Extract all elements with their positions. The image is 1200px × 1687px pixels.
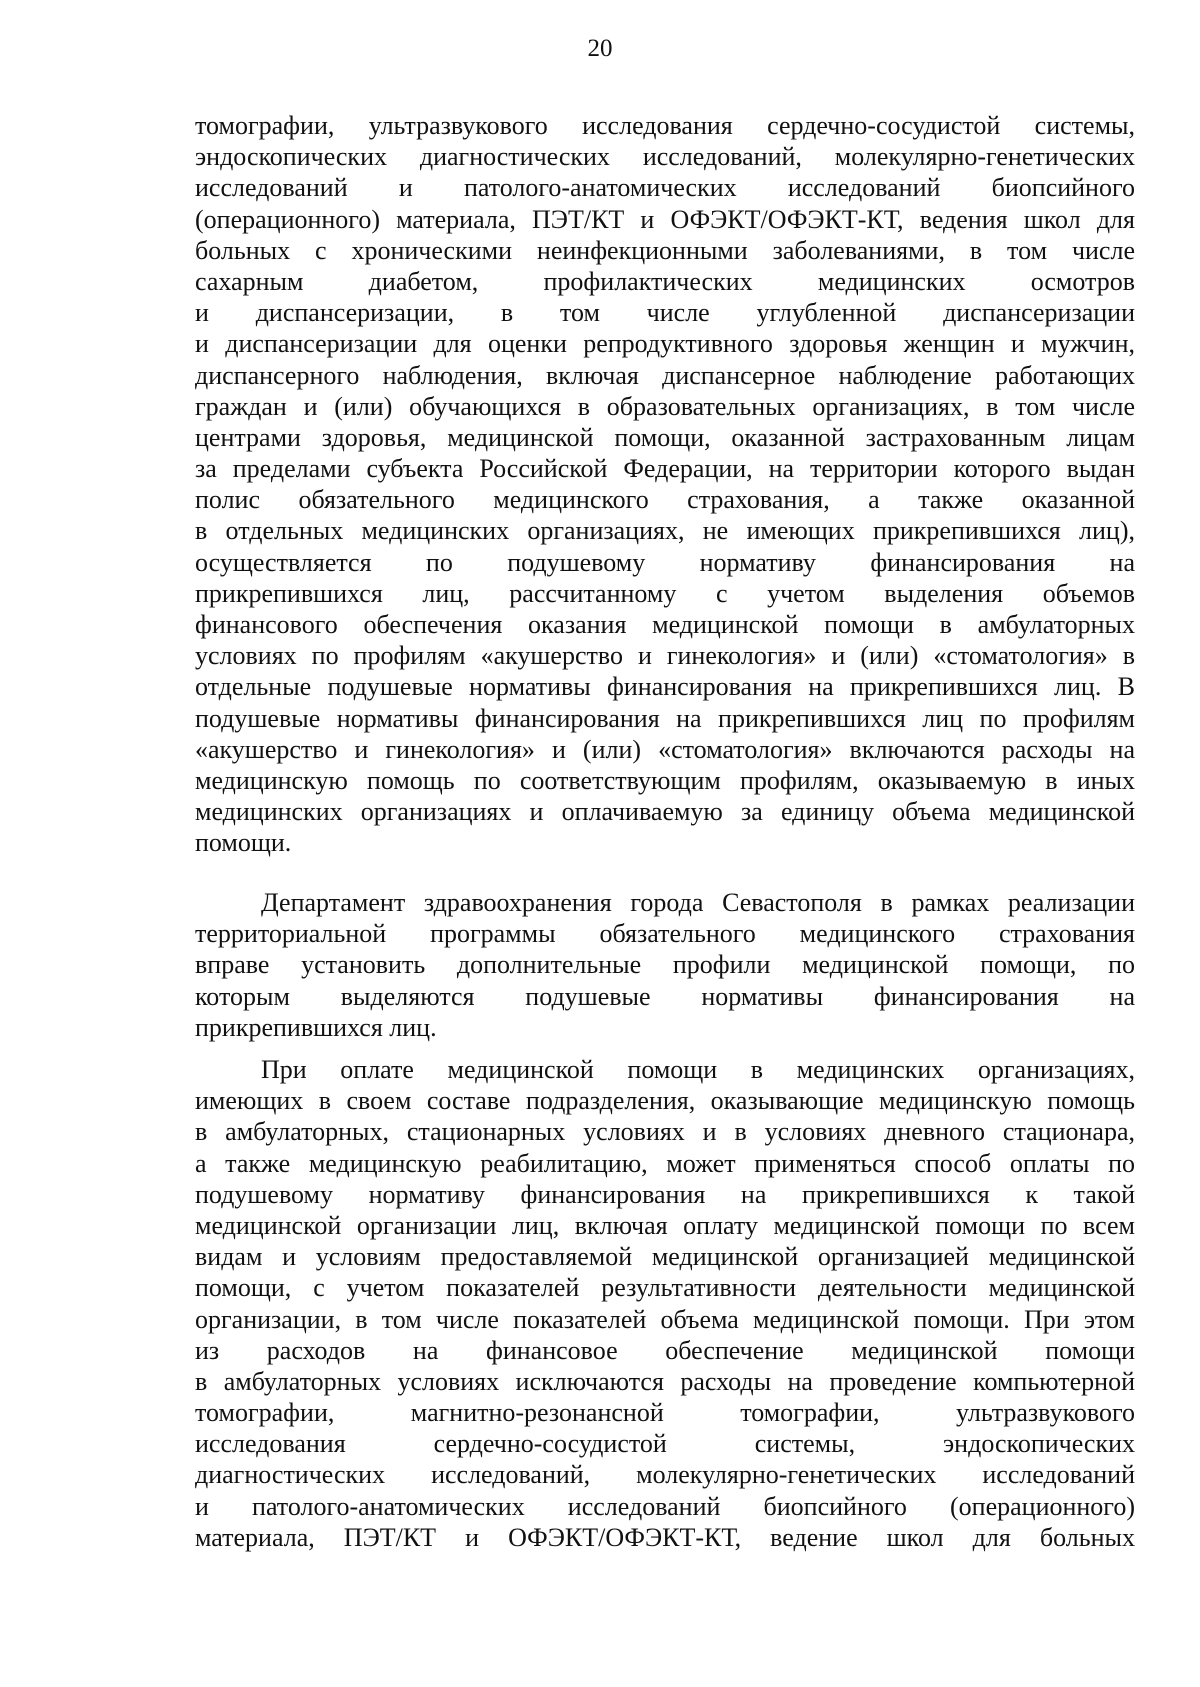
text-line: (операционного) материала, ПЭТ/КТ и ОФЭКТ/ОФЭКТ-КТ, ведения школ для: [195, 204, 1135, 234]
text-line: видам и условиям предоставляемой медицинской организацией медицинской: [195, 1242, 1135, 1272]
text-line: подушевому нормативу финансирования на прикрепившихся к такой: [195, 1179, 1135, 1209]
text-line: и диспансеризации для оценки репродуктивного здоровья женщин и мужчин,: [195, 329, 1135, 359]
paragraph-3: [195, 1054, 1135, 1553]
text-line: прикрепившихся лиц.: [195, 1012, 437, 1042]
text-line: Департамент здравоохранения города Севастополя в рамках реализации: [261, 888, 1135, 917]
paragraph-1: [195, 110, 1135, 859]
text-line: территориальной программы обязательного медицинского страхования: [195, 919, 1135, 949]
text-line: томографии, магнитно-резонансной томографии, ультразвукового: [195, 1398, 1135, 1428]
text-line: имеющих в своем составе подразделения, оказывающие медицинскую помощь: [195, 1086, 1135, 1116]
text-line: медицинской организации лиц, включая оплату медицинской помощи по всем: [195, 1210, 1135, 1240]
text-line: медицинскую помощь по соответствующим профилям, оказываемую в иных: [195, 765, 1135, 795]
text-line: в амбулаторных условиях исключаются расходы на проведение компьютерной: [195, 1366, 1135, 1396]
text-line: в отдельных медицинских организациях, не имеющих прикрепившихся лиц),: [195, 516, 1135, 546]
text-line: медицинских организациях и оплачиваемую за единицу объема медицинской: [195, 797, 1135, 827]
page-number: 20: [587, 35, 613, 62]
text-line: а также медицинскую реабилитацию, может применяться способ оплаты по: [195, 1148, 1135, 1178]
text-line: условиях по профилям «акушерство и гинекология» и (или) «стоматология» в: [195, 641, 1135, 671]
text-line: исследования сердечно-сосудистой системы, эндоскопических: [195, 1429, 1135, 1459]
text-line: больных с хроническими неинфекционными заболеваниями, в том числе: [195, 235, 1135, 265]
text-line: в амбулаторных, стационарных условиях и в условиях дневного стационара,: [195, 1117, 1135, 1147]
text-line: которым выделяются подушевые нормативы финансирования на: [195, 981, 1135, 1011]
text-line: из расходов на финансовое обеспечение медицинской помощи: [195, 1335, 1135, 1365]
text-line: финансового обеспечения оказания медицинской помощи в амбулаторных: [195, 610, 1135, 639]
text-line: и патолого-анатомических исследований биопсийного (операционного): [195, 1491, 1135, 1521]
text-line: диагностических исследований, молекулярно-генетических исследований: [195, 1460, 1135, 1490]
text-line: полис обязательного медицинского страхования, а также оказанной: [195, 485, 1135, 515]
paragraph-2: [195, 887, 1135, 1043]
text-line: подушевые нормативы финансирования на прикрепившихся лиц по профилям: [195, 703, 1135, 733]
text-line: помощи, с учетом показателей результативности деятельности медицинской: [195, 1273, 1135, 1303]
text-line: эндоскопических диагностических исследований, молекулярно-генетических: [195, 142, 1135, 172]
text-line: томографии, ультразвукового исследования сердечно-сосудистой системы,: [195, 111, 1135, 140]
text-line: граждан и (или) обучающихся в образовательных организациях, в том числе: [195, 391, 1135, 421]
text-line: центрами здоровья, медицинской помощи, оказанной застрахованным лицам: [195, 422, 1135, 452]
text-line: за пределами субъекта Российской Федерации, на территории которого выдан: [195, 454, 1135, 484]
text-line: При оплате медицинской помощи в медицинских организациях,: [261, 1055, 1135, 1084]
text-line: осуществляется по подушевому нормативу финансирования на: [195, 547, 1135, 577]
text-line: «акушерство и гинекология» и (или) «стоматология» включаются расходы на: [195, 734, 1135, 764]
text-line: организации, в том числе показателей объема медицинской помощи. При этом: [195, 1304, 1135, 1334]
text-line: прикрепившихся лиц, рассчитанному с учетом выделения объемов: [195, 578, 1135, 608]
text-line: сахарным диабетом, профилактических медицинских осмотров: [195, 266, 1135, 296]
text-line: материала, ПЭТ/КТ и ОФЭКТ/ОФЭКТ-КТ, ведение школ для больных: [195, 1522, 1135, 1552]
text-line: отдельные подушевые нормативы финансирования на прикрепившихся лиц. В: [195, 672, 1135, 702]
text-line: и диспансеризации, в том числе углубленной диспансеризации: [195, 298, 1135, 328]
text-line: помощи.: [195, 828, 292, 858]
text-line: исследований и патолого-анатомических исследований биопсийного: [195, 173, 1135, 203]
text-line: вправе установить дополнительные профили медицинской помощи, по: [195, 950, 1135, 980]
text-line: диспансерного наблюдения, включая диспансерное наблюдение работающих: [195, 360, 1135, 390]
